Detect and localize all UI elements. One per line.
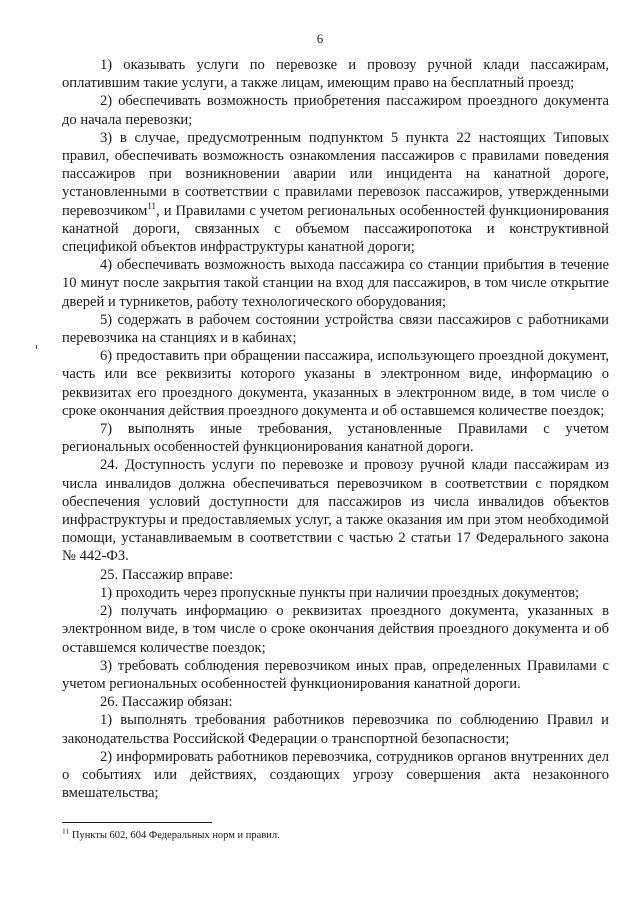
section-25-item-1: 1) проходить через пропускные пункты при наличии проездных документов; (100, 584, 580, 601)
paragraph-7: 7) выполнять иные требования, установленные Правилами с учетом региональных особенностей функционирования канатной дороги. (62, 421, 609, 456)
footnote (62, 826, 602, 842)
paragraph-3 (62, 129, 609, 256)
footnote-reference: 11 (147, 200, 157, 211)
margin-mark (36, 345, 37, 349)
footnote-text: Пункты 602, 604 Федеральных норм и правил. (69, 830, 280, 841)
paragraph-4: 4) обеспечивать возможность выхода пассажира со станции прибытия в течение 10 минут после закрытия такой станции на вход для пассажиров, в том числе открытие дверей и турникетов, работу технологического оборудования; (62, 257, 609, 310)
paragraph-5: 5) содержать в рабочем состоянии устройства связи пассажиров с работниками перевозчика на станциях и в кабинах; (62, 311, 609, 347)
section-26-heading: 26. Пассажир обязан: (100, 694, 233, 711)
paragraph-2: 2) обеспечивать возможность приобретения пассажиром проездного документа до начала перевозки; (62, 93, 609, 128)
paragraph-1: 1) оказывать услуги по перевозке и провозу ручной клади пассажирам, оплатившим такие услуги, а также лицам, имеющим право на бесплатный проезд; (62, 57, 609, 92)
footnote-divider (62, 822, 212, 823)
section-25-item-2: 2) получать информацию о реквизитах проездного документа, указанных в электронном виде, в том числе о сроке окончания действия проездного документа и об оставшемся количестве поездок; (62, 603, 609, 656)
section-25-item-3: 3) требовать соблюдения перевозчиком иных прав, определенных Правилами с учетом региональных особенностей функционирования канатной дороги. (62, 657, 609, 692)
section-24: 24. Доступность услуги по перевозке и провозу ручной клади пассажирам из числа инвалидов должна обеспечиваться перевозчиком в соответствии с порядком обеспечения условий доступности для пассажиров из числа инвалидов объектов инфраструктуры и предоставляемых услуг, а также оказания им при этом необходимой помощи, устанавливаемым в соответствии с частью 2 статьи 17 Федерального закона № 442-ФЗ. (62, 457, 609, 565)
paragraph-3-tail: , и Правилами с учетом региональных особенностей функционирования канатной дороги, связанных с объемом пассажиропотока и конструктивной спецификой объектов инфраструктуры канатной дороги; (62, 202, 609, 256)
section-26-item-2: 2) информировать работников перевозчика, сотрудников органов внутренних дел о событиях или действиях, создающих угрозу совершения акта незаконного вмешательства; (62, 748, 609, 802)
paragraph-6: 6) предоставить при обращении пассажира, использующего проездной документ, часть или все реквизиты которого указаны в электронном виде, информацию о реквизитах его проездного документа, указанных в электронном виде, в том числе о сроке окончания действия проездного документа и об оставшемся количестве поездок; (62, 348, 609, 419)
page-number: 6 (316, 31, 324, 46)
footnote-mark: 11 (62, 826, 70, 836)
section-25-heading: 25. Пассажир вправе: (100, 566, 234, 583)
paragraph-3-text: 3) в случае, предусмотренным подпунктом 5 пункта 22 настоящих Типовых правил, обеспечивать возможность ознакомления пассажиров с правилами поведения пассажиров при возникновении аварии или инцидента на канатной дороге, установленными в соответствии с правилами перевозок пассажиров, утвержденными перевозчиком (62, 129, 609, 219)
section-26-item-1: 1) выполнять требования работников перевозчика по соблюдению Правил и законодательства Российской Федерации о транспортной безопасности; (62, 712, 609, 747)
